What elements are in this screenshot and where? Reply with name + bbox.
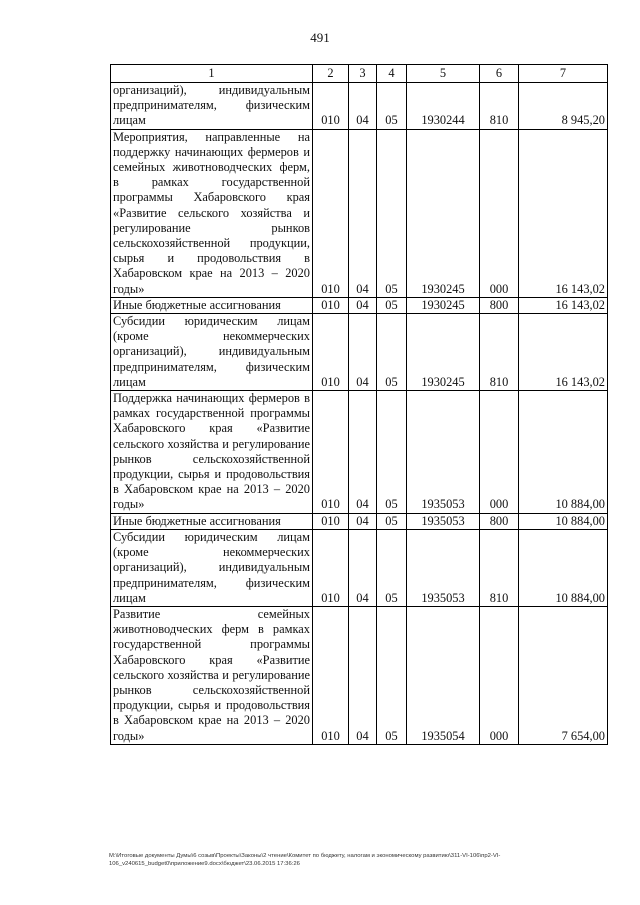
row-expense-type: 810 xyxy=(480,314,519,391)
row-expense-type: 000 xyxy=(480,391,519,514)
row-target-article: 1930245 xyxy=(407,314,480,391)
row-amount: 8 945,20 xyxy=(519,83,608,130)
row-ministry-code: 010 xyxy=(313,297,349,313)
row-name: организаций), индивидуальным предпринимателям, физическим лицам xyxy=(111,83,313,130)
file-path-footer xyxy=(109,852,609,868)
row-expense-type: 810 xyxy=(480,529,519,606)
header-col-6: 6 xyxy=(480,65,519,83)
row-amount: 16 143,02 xyxy=(519,129,608,297)
row-target-article: 1930245 xyxy=(407,129,480,297)
row-target-article: 1935053 xyxy=(407,529,480,606)
row-ministry-code: 010 xyxy=(313,391,349,514)
footer-line-1: М:\Итоговые документы Думы\6 созыв\Проекты\Законы\2 чтение\Комитет по бюджету, налогам и экономическому развитию\311-VI-106\пр2-VI- xyxy=(109,853,501,859)
row-section: 04 xyxy=(349,83,377,130)
row-target-article: 1935053 xyxy=(407,391,480,514)
header-col-2: 2 xyxy=(313,65,349,83)
footer-line-2: 106_v240615_budget0\приложение9.docx\бюджет\23.06.2015 17:36:26 xyxy=(109,861,300,867)
row-name: Иные бюджетные ассигнования xyxy=(111,513,313,529)
row-ministry-code: 010 xyxy=(313,129,349,297)
table-row xyxy=(111,391,608,514)
table-row xyxy=(111,314,608,391)
row-expense-type: 810 xyxy=(480,83,519,130)
row-amount: 10 884,00 xyxy=(519,513,608,529)
row-section: 04 xyxy=(349,606,377,744)
row-subsection: 05 xyxy=(377,513,407,529)
row-amount: 10 884,00 xyxy=(519,529,608,606)
row-target-article: 1935053 xyxy=(407,513,480,529)
row-section: 04 xyxy=(349,297,377,313)
row-expense-type: 800 xyxy=(480,513,519,529)
row-expense-type: 000 xyxy=(480,129,519,297)
row-subsection: 05 xyxy=(377,606,407,744)
header-col-7: 7 xyxy=(519,65,608,83)
row-target-article: 1930245 xyxy=(407,297,480,313)
row-expense-type: 800 xyxy=(480,297,519,313)
header-col-3: 3 xyxy=(349,65,377,83)
row-name: Поддержка начинающих фермеров в рамках государственной программы Хабаровского края «Развитие сельского хозяйства и регулирование рынков сельскохозяйственной продукции, сырья и продовольствия в Хабаровском крае на 2013 – 2020 годы» xyxy=(111,391,313,514)
table-row xyxy=(111,529,608,606)
header-col-5: 5 xyxy=(407,65,480,83)
row-subsection: 05 xyxy=(377,83,407,130)
table-row xyxy=(111,83,608,130)
table-header-row xyxy=(111,65,608,83)
row-section: 04 xyxy=(349,513,377,529)
row-ministry-code: 010 xyxy=(313,314,349,391)
header-col-1: 1 xyxy=(111,65,313,83)
row-subsection: 05 xyxy=(377,529,407,606)
row-name: Субсидии юридическим лицам (кроме некоммерческих организаций), индивидуальным предпринимателям, физическим лицам xyxy=(111,529,313,606)
row-ministry-code: 010 xyxy=(313,83,349,130)
row-expense-type: 000 xyxy=(480,606,519,744)
row-section: 04 xyxy=(349,314,377,391)
row-ministry-code: 010 xyxy=(313,606,349,744)
row-name: Развитие семейных животноводческих ферм в рамках государственной программы Хабаровского края «Развитие сельского хозяйства и регулирование рынков сельскохозяйственной продукции, сырья и продовольствия в Хабаровском крае на 2013 – 2020 годы» xyxy=(111,606,313,744)
row-ministry-code: 010 xyxy=(313,529,349,606)
row-subsection: 05 xyxy=(377,314,407,391)
row-ministry-code: 010 xyxy=(313,513,349,529)
table-row xyxy=(111,606,608,744)
row-section: 04 xyxy=(349,529,377,606)
row-name: Иные бюджетные ассигнования xyxy=(111,297,313,313)
budget-table xyxy=(110,64,608,745)
row-name: Субсидии юридическим лицам (кроме некоммерческих организаций), индивидуальным предпринимателям, физическим лицам xyxy=(111,314,313,391)
row-section: 04 xyxy=(349,129,377,297)
row-subsection: 05 xyxy=(377,297,407,313)
table-row xyxy=(111,297,608,313)
page-number: 491 xyxy=(310,30,330,45)
header-col-4: 4 xyxy=(377,65,407,83)
table-row xyxy=(111,513,608,529)
row-amount: 16 143,02 xyxy=(519,314,608,391)
row-target-article: 1930244 xyxy=(407,83,480,130)
row-target-article: 1935054 xyxy=(407,606,480,744)
row-subsection: 05 xyxy=(377,129,407,297)
row-subsection: 05 xyxy=(377,391,407,514)
row-amount: 10 884,00 xyxy=(519,391,608,514)
row-name: Мероприятия, направленные на поддержку начинающих фермеров и семейных животноводческих ферм, в рамках государственной программы Хабаровского края «Развитие сельского хозяйства и регулирование рынков сельскохозяйственной продукции, сырья и продовольствия в Хабаровском крае на 2013 – 2020 годы» xyxy=(111,129,313,297)
table-row xyxy=(111,129,608,297)
row-amount: 7 654,00 xyxy=(519,606,608,744)
row-amount: 16 143,02 xyxy=(519,297,608,313)
row-section: 04 xyxy=(349,391,377,514)
